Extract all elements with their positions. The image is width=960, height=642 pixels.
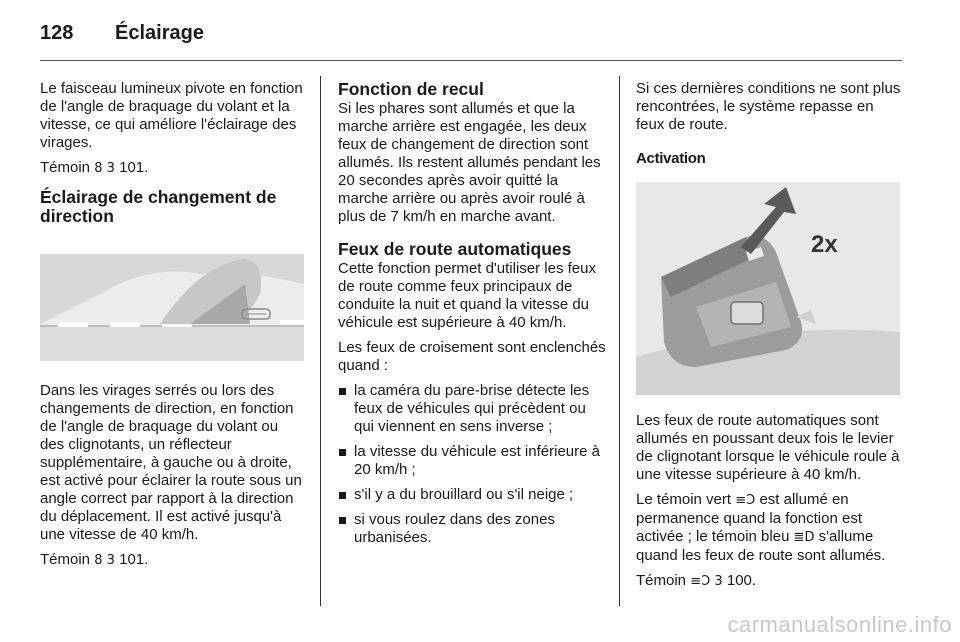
page-reference-arrow-icon: 3 — [106, 161, 115, 176]
section-heading-activation: Activation — [636, 150, 706, 167]
list-item: si vous roulez dans des zones urbanisées. — [338, 511, 606, 547]
column-2 — [338, 80, 606, 554]
section-heading-auto-high-beam: Feux de route automatiques — [338, 239, 572, 259]
column-3 — [636, 80, 902, 598]
header-rule — [40, 60, 902, 61]
figure-label: 2x — [811, 231, 838, 258]
page-title: Éclairage — [115, 21, 204, 44]
indicator-reference: Témoin 8 3 101. — [40, 159, 149, 176]
list-item: la caméra du pare-brise détecte les feux de véhicules qui précèdent ou qui viennent en sens inverse ; — [338, 382, 606, 436]
section-heading-reverse: Fonction de recul — [338, 79, 484, 99]
page-reference-arrow-icon: 3 — [106, 553, 115, 568]
paragraph: Cette fonction permet d'utiliser les feux de route comme feux principaux de conduite la nuit et quand la vitesse du véhicule est supérieure à 40 km/h. — [338, 260, 596, 331]
page-reference-arrow-icon: 3 — [714, 574, 723, 589]
indicator-reference: Témoin ≡Ɔ 3 100. — [636, 572, 757, 589]
auto-high-beam-icon: ≡Ɔ — [735, 493, 756, 508]
high-beam-icon: ≣D — [793, 530, 815, 545]
indicator-reference: Témoin 8 3 101. — [40, 551, 149, 568]
paragraph: Les feux de croisement sont enclenchés quand : — [338, 339, 606, 374]
page-header — [40, 18, 204, 48]
list-item: s'il y a du brouillard ou s'il neige ; — [338, 486, 606, 504]
paragraph: Si les phares sont allumés et que la marche arrière est engagée, les deux feux de changement de direction sont allumés. Ils restent allumés pendant les 20 secondes après avoir quitté la marche arrière ou après avoir roulé à plus de 7 km/h en marche avant. — [338, 100, 601, 225]
conditions-list — [338, 382, 606, 547]
turn-signal-lever-illustration — [636, 182, 900, 395]
paragraph: Les feux de route automatiques sont allumés en poussant deux fois le levier de clignotant lorsque le véhicule roule à une vitesse supérieure à 40 km/h. — [636, 412, 900, 483]
auto-high-beam-icon: ≡Ɔ — [690, 574, 711, 589]
paragraph: Si ces dernières conditions ne sont plus rencontrées, le système repasse en feux de route. — [636, 80, 901, 133]
paragraph: Dans les virages serrés ou lors des changements de direction, en fonction de l'angle de braquage du volant ou des clignotants, un réflecteur supplémentaire, à gauche ou à droite, est activé pour éclairer la route sous un angle correct par rapport à la direction du déplacement. Il est activé jusqu'à une vitesse de 40 km/h. — [40, 382, 302, 543]
cornering-light-icon: 8 — [94, 161, 103, 176]
cornering-light-icon: 8 — [94, 553, 103, 568]
paragraph: Le faisceau lumineux pivote en fonction de l'angle de braquage du volant et la vitesse, ce qui améliore l'éclairage des virages. — [40, 80, 303, 151]
list-item: la vitesse du véhicule est inférieure à 20 km/h ; — [338, 443, 606, 479]
cornering-light-illustration — [40, 254, 304, 361]
watermark: carmanualsonline.info — [727, 612, 952, 637]
column-1 — [40, 80, 304, 577]
column-divider — [320, 76, 321, 606]
paragraph: Le témoin vert ≡Ɔ est allumé en permanence quand la fonction est activée ; le témoin bleu ≣D s'allume quand les feux de route sont allumés. — [636, 491, 886, 564]
page-number: 128 — [40, 21, 74, 44]
column-divider — [619, 76, 620, 606]
section-heading-cornering: Éclairage de changement de direction — [40, 187, 277, 226]
